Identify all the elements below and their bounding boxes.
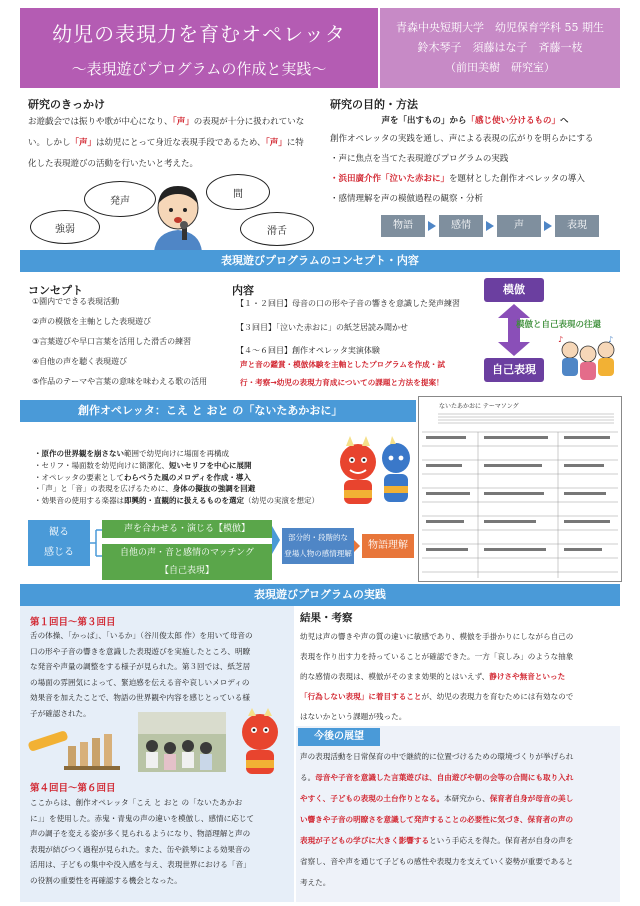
- author-banner: [380, 8, 620, 88]
- purpose-lead: 声を「出すもの」から「感じ使い分けるもの」へ: [381, 116, 569, 126]
- session2-text: ここからは、創作オペレッタ「こえ と おと の「ないたあかお に」」を使用した。赤鬼・青鬼の声の違いを模倣し、感情に応じて 声の調子を変える姿が多く見られるようになり、物語理解と声の 表現が結びつく過程が見られた。また、缶や鉄琴による効果音の 活用は、子どもの集中や没入感を与え、表現世界における「音」 の役割の重要性を再確認する機会となった。: [30, 798, 255, 885]
- content-list: [236, 294, 476, 361]
- bubble-katsuzetsu: 滑舌: [240, 212, 314, 246]
- bubble-hassei: 発声: [84, 181, 156, 217]
- flow-koe: 声: [497, 215, 541, 237]
- session2-heading: 第４回目〜第６回目: [30, 783, 116, 794]
- future-text: 声の表現活動を日常保育の中で継続的に位置づけるための環境づくりが挙げられ る。母音や子音を意識した言葉遊びは、自由遊びや朝の会等の合間にも取り入れ やすく、子どもの表現の土台作りとなる。本研究から、保育者自身が母音の美し い響きや子音の明瞭さを意識して発声することの必要性に気づき、保育者の声の 表現が子どもの学びに大きく影響するという手応えを得た。保育者が自身の声を 省察し、音や声を通じて子どもの感性や表現力を支えていく姿勢が重要であると 考えた。: [300, 752, 574, 887]
- flow-arrow-icon: [486, 221, 494, 231]
- poster-subtitle: 〜表現遊びプログラムの作成と実践〜: [71, 60, 327, 78]
- list-item: ④自他の声を聴く表現遊び: [32, 357, 128, 366]
- arrow-right-icon: [354, 540, 360, 552]
- practice-section-bar: 表現遊びプログラムの実践: [20, 584, 620, 606]
- self-expression-box: 自己表現: [484, 358, 544, 382]
- red-and-blue-oni-icon: [334, 436, 416, 506]
- list-item: ⑤作品のテーマや言葉の意味を味わえる歌の活用: [32, 377, 208, 386]
- purpose-list: 創作オペレッタの実践を通し、声による表現の広がりを明らかにする ・声に焦点を当てた表現遊びプログラムの実践 ・浜田廣介作「泣いた赤おに」を題材とした創作オペレッタの導入 ・感情理解を声の模倣過程の観察・分析: [330, 134, 594, 204]
- bracket-arrow-icon: [90, 520, 102, 566]
- score-lines-icon: [418, 396, 622, 582]
- cycle-label: 模倣と自己表現の往還: [516, 320, 602, 330]
- flow-arrow-icon: [428, 221, 436, 231]
- list-item: ・セリフ・場面数を幼児向けに簡潔化、短いセリフを中心に展開: [34, 460, 252, 470]
- flow-monogatari: 物語: [381, 215, 425, 237]
- operetta-bullets: [34, 448, 354, 507]
- double-arrow-icon: [498, 304, 530, 356]
- list-item: 【３回目】「泣いた赤おに」の紙芝居読み聞かせ: [236, 322, 408, 332]
- authors: 鈴木琴子 須藤はな子 斉藤一枝: [417, 41, 583, 54]
- future-heading: 今後の展望: [298, 728, 380, 746]
- bubble-kyojaku: 強弱: [30, 210, 100, 244]
- flow-arrow-icon: [544, 221, 552, 231]
- flow-character-understanding: 部分的・段階的な 登場人物の感情理解: [282, 528, 354, 564]
- content-note: 声と音の鑑賞・模倣体験を主軸としたプログラムを作成・試 行・考察→幼児の表現力育成についての課題と方法を提案！: [240, 360, 445, 387]
- concept-section-bar: 表現遊びプログラムのコンセプト・内容: [20, 250, 620, 272]
- list-item: 【１・２回目】母音の口の形や子音の響きを意識した発声練習: [236, 299, 460, 308]
- bubble-ma: 間: [206, 174, 270, 210]
- list-item: ・効果音の使用する楽器は即興的・直観的に扱えるものを選定（幼児の実演を想定）: [34, 496, 319, 506]
- score-title: ないたあかおに テーマソング: [439, 403, 519, 410]
- poster-title: 幼児の表現力を育むオペレッタ: [52, 22, 346, 46]
- content-heading: 内容: [232, 284, 254, 297]
- list-item: ・「声」と「音」の表現を広げるために、身体の擬抜の強調を回避: [34, 484, 256, 494]
- flow-observe-feel: 観る 感じる: [28, 520, 90, 566]
- list-item: ③言葉遊びや早口言葉を活用した滑舌の練習: [32, 337, 192, 346]
- child-speaking-icon: [146, 182, 210, 252]
- results-text: 幼児は声の響きや声の質の違いに敏感であり、模倣を手掛かりにしながら自己の 表現を作り出す力を持っていることが確認できた。一方「哀しみ」のような抽象 的な感情の表現は、模倣がそのまま効果的とはいえず、静けさや無音といった 「行為しない表現」に着目することが、幼児の表現力を育むためには有効なので はないかという課題が残った。: [300, 632, 574, 721]
- lab-name: （前田美樹 研究室）: [445, 61, 555, 74]
- red-oni-icon: [230, 708, 290, 778]
- concept-list: [32, 292, 232, 392]
- list-item: ・原作の世界観を崩さない範囲で幼児向けに場面を再構成: [34, 449, 229, 458]
- list-item: ②声の模倣を主軸とした表現遊び: [32, 317, 152, 326]
- list-item: ①園内でできる表現活動: [32, 297, 120, 306]
- session1-text: 舌の体操、「かっぱ」、「いるか」（谷川俊太郎 作）を用いて母音の 口の形や子音の響きを意識した表現遊びを実施したところ、明瞭 な発音や声量の調整をする様子が見られた。第３回では、紙芝居 の場面の雰囲気によって、緊迫感を伝える音や哀しいメロディの 効果音を加えたことで、物語の世界観や内容を感じとっている様 子が確認された。: [30, 631, 253, 718]
- svg-text:♪: ♪: [608, 336, 614, 344]
- flow-self-expression: 自他の声・音と感情のマッチング 【自己表現】: [102, 544, 272, 580]
- concept-heading: コンセプト: [28, 284, 83, 297]
- list-item: ・オペレッタの要素としてわらべうた風のメロディを作成・導入: [34, 472, 251, 482]
- motivation-text: お遊戯会では振りや歌が中心になり、「声」の表現が十分に扱われていな い。しかし「声」は幼児にとって身近な表現手段であるため、「声」に特 化した表現遊びの活動を行いたいと考えた。: [28, 117, 305, 169]
- list-item: 【４〜６回目】創作オペレッタ実演体験: [236, 346, 380, 355]
- instruments-illustration: [28, 722, 136, 774]
- arrow-right-icon: [272, 526, 280, 554]
- affiliation: 青森中央短期大学 幼児保育学科 55 期生: [396, 21, 604, 34]
- flow-kanjo: 感情: [439, 215, 483, 237]
- children-singing-icon: [556, 336, 616, 386]
- flow-mimic: 声を合わせる・演じる【模倣】: [102, 520, 272, 538]
- results-heading: 結果・考察: [300, 612, 353, 624]
- mimic-box: 模倣: [484, 278, 544, 302]
- flow-hyogen: 表現: [555, 215, 599, 237]
- session1-heading: 第１回目〜第３回目: [30, 617, 116, 628]
- flow-story-understanding: 物語理解: [362, 534, 414, 558]
- operetta-section-bar: 創作オペレッタ：こえ と おと の「ないたあかおに」: [20, 400, 416, 422]
- svg-text:♪: ♪: [558, 336, 564, 344]
- classroom-photo-icon: [138, 712, 226, 772]
- purpose-heading: 研究の目的・方法: [330, 98, 418, 111]
- title-banner: [20, 8, 378, 88]
- motivation-heading: 研究のきっかけ: [28, 98, 105, 111]
